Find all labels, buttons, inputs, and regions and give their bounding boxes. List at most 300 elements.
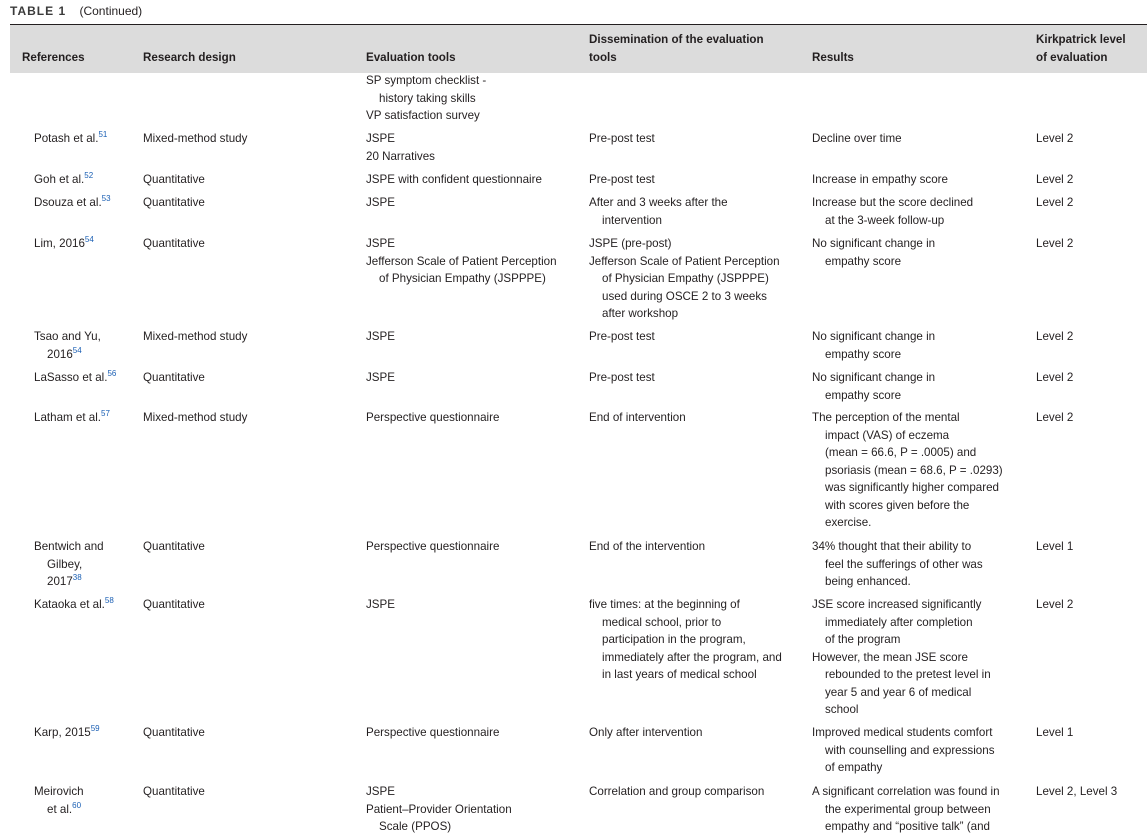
- cell-line: [589, 253, 780, 271]
- cell-line: [366, 724, 499, 742]
- cell-text: Level 2: [1036, 598, 1074, 611]
- cell-text: Quantitative: [143, 196, 205, 209]
- citation-superscript[interactable]: 56: [107, 369, 117, 379]
- cell-line: [366, 783, 512, 801]
- research-design-cell: [143, 194, 205, 212]
- kirkpatrick-level-cell: [1036, 171, 1073, 189]
- cell-line: [34, 801, 84, 819]
- cell-line: [812, 346, 935, 364]
- cell-line: [589, 538, 705, 556]
- cell-line: [589, 783, 764, 801]
- cell-line: [589, 212, 728, 230]
- cell-line: [812, 649, 991, 667]
- cell-text: five times: at the beginning of: [589, 598, 740, 611]
- cell-line: [366, 148, 435, 166]
- evaluation-tools-cell: [366, 724, 499, 742]
- cell-text: JSPE: [366, 237, 395, 250]
- cell-text: school: [825, 703, 859, 716]
- cell-text: empathy score: [825, 347, 902, 361]
- cell-text: 2017: [47, 575, 73, 588]
- cell-line: [589, 596, 782, 614]
- evaluation-tools-cell: [366, 194, 395, 212]
- kirkpatrick-level-cell: [1036, 328, 1073, 346]
- reference-cell: [34, 724, 100, 742]
- cell-line: [812, 724, 995, 742]
- cell-text: empathy and “positive talk” (and: [825, 820, 990, 833]
- cell-line: [812, 742, 995, 760]
- cell-text: participation in the program,: [602, 633, 746, 646]
- cell-line: [812, 514, 1003, 532]
- cell-text: Mixed-method study: [143, 330, 248, 343]
- cell-line: [1036, 783, 1117, 801]
- cell-line: [812, 701, 991, 719]
- cell-text: Improved medical students comfort: [812, 726, 993, 739]
- cell-text: SP symptom checklist -: [366, 74, 487, 87]
- evaluation-tools-cell: [366, 171, 542, 189]
- cell-line: [812, 538, 983, 556]
- dissemination-cell: [589, 538, 705, 556]
- cell-line: [589, 288, 780, 306]
- cell-text: Jefferson Scale of Patient Perception: [589, 254, 780, 268]
- cell-text: of the program: [825, 633, 901, 646]
- cell-text: JSPE: [366, 371, 395, 384]
- cell-line: [34, 596, 114, 614]
- cell-text: Decline over time: [812, 132, 902, 145]
- cell-line: [1036, 596, 1073, 614]
- kirkpatrick-level-cell: [1036, 235, 1073, 253]
- reference-cell: [34, 783, 84, 818]
- cell-line: [589, 235, 780, 253]
- reference-cell: [34, 369, 116, 387]
- results-cell: [812, 328, 935, 363]
- cell-text: Quantitative: [143, 173, 205, 186]
- dissemination-cell: [589, 171, 655, 189]
- cell-line: [812, 573, 983, 591]
- cell-text: End of the intervention: [589, 540, 706, 553]
- cell-text: empathy score: [825, 388, 902, 402]
- cell-text: JSPE: [366, 132, 395, 145]
- table-header: [10, 24, 1147, 73]
- citation-superscript[interactable]: 52: [84, 171, 94, 181]
- cell-text: 34% thought that their ability to: [812, 540, 972, 553]
- cell-line: [812, 444, 1003, 462]
- cell-line: [812, 614, 991, 632]
- cell-text: empathy score: [825, 254, 902, 268]
- cell-text: immediately after completion: [825, 615, 973, 629]
- cell-text: Pre-post test: [589, 173, 655, 186]
- cell-text: year 5 and year 6 of medical: [825, 685, 972, 699]
- cell-text: Potash et al.: [34, 132, 99, 145]
- results-cell: [812, 235, 935, 270]
- cell-line: [34, 130, 107, 148]
- cell-line: [143, 724, 205, 742]
- cell-text: Quantitative: [143, 785, 205, 798]
- cell-line: [589, 724, 702, 742]
- cell-line: [812, 818, 1000, 836]
- cell-text: Level 2: [1036, 196, 1074, 209]
- citation-superscript[interactable]: 53: [101, 194, 111, 204]
- dissemination-cell: [589, 724, 702, 742]
- cell-line: [143, 171, 205, 189]
- citation-superscript[interactable]: 51: [98, 130, 108, 140]
- cell-line: [812, 631, 991, 649]
- cell-line: [812, 462, 1003, 480]
- cell-line: [34, 556, 104, 574]
- reference-cell: [34, 328, 101, 363]
- cell-line: [143, 596, 205, 614]
- cell-line: [1036, 235, 1073, 253]
- cell-line: [143, 235, 205, 253]
- cell-text: the experimental group between: [825, 802, 991, 816]
- cell-text: Quantitative: [143, 598, 205, 611]
- cell-line: [589, 171, 655, 189]
- cell-text: Level 2: [1036, 132, 1074, 145]
- cell-text: with scores given before the: [825, 498, 970, 512]
- research-design-cell: [143, 596, 205, 614]
- cell-line: [143, 328, 247, 346]
- citation-superscript[interactable]: 38: [72, 573, 82, 583]
- cell-text: Pre-post test: [589, 371, 655, 384]
- cell-text: immediately after the program, and: [602, 650, 782, 664]
- cell-text: Pre-post test: [589, 330, 655, 343]
- cell-text: 2016: [47, 347, 73, 361]
- evaluation-tools-cell: [366, 130, 435, 165]
- cell-text: End of intervention: [589, 411, 686, 424]
- reference-cell: [34, 130, 107, 148]
- cell-text: Level 1: [1036, 540, 1074, 553]
- cell-text: Kataoka et al.: [34, 598, 105, 611]
- results-cell: [812, 409, 1003, 532]
- cell-text: Increase in empathy score: [812, 173, 948, 186]
- research-design-cell: [143, 783, 205, 801]
- cell-line: [34, 171, 93, 189]
- cell-line: [366, 409, 499, 427]
- header-evaluation-tools: Evaluation tools: [366, 51, 456, 64]
- cell-text: Mixed-method study: [143, 411, 248, 424]
- kirkpatrick-level-cell: [1036, 783, 1117, 801]
- research-design-cell: [143, 235, 205, 253]
- citation-superscript[interactable]: 58: [104, 596, 114, 606]
- dissemination-cell: [589, 783, 764, 801]
- dissemination-cell: [589, 409, 686, 427]
- cell-line: [589, 369, 655, 387]
- cell-line: [366, 270, 557, 288]
- cell-text: in last years of medical school: [602, 668, 757, 681]
- cell-text: et al.: [47, 802, 73, 816]
- kirkpatrick-level-cell: [1036, 369, 1073, 387]
- cell-line: [812, 130, 902, 148]
- cell-text: JSPE: [366, 598, 395, 611]
- research-design-cell: [143, 369, 205, 387]
- cell-text: Correlation and group comparison: [589, 785, 765, 798]
- kirkpatrick-level-cell: [1036, 538, 1073, 556]
- dissemination-cell: [589, 596, 782, 684]
- cell-line: [812, 479, 1003, 497]
- cell-text: feel the sufferings of other was: [825, 557, 983, 571]
- cell-line: [1036, 409, 1073, 427]
- cell-line: [812, 666, 991, 684]
- cell-line: [812, 212, 973, 230]
- cell-line: [366, 253, 557, 271]
- table-body: [0, 72, 1147, 840]
- cell-text: Perspective questionnaire: [366, 411, 500, 424]
- cell-text: Perspective questionnaire: [366, 540, 500, 553]
- reference-cell: [34, 171, 93, 189]
- cell-text: Tsao and Yu,: [34, 330, 101, 343]
- dissemination-cell: [589, 130, 655, 148]
- cell-text: JSPE with confident questionnaire: [366, 173, 542, 186]
- cell-text: Level 1: [1036, 726, 1074, 739]
- cell-line: [812, 194, 973, 212]
- cell-line: [366, 328, 395, 346]
- cell-text: Level 2: [1036, 411, 1074, 424]
- cell-text: exercise.: [825, 516, 872, 529]
- reference-cell: [34, 194, 111, 212]
- cell-line: [143, 409, 247, 427]
- citation-superscript[interactable]: 59: [90, 724, 100, 734]
- evaluation-tools-cell: [366, 72, 486, 125]
- cell-line: [34, 783, 84, 801]
- cell-line: [589, 409, 686, 427]
- cell-line: [366, 801, 512, 819]
- cell-line: [812, 253, 935, 271]
- cell-line: [1036, 130, 1073, 148]
- results-cell: [812, 783, 1000, 836]
- cell-text: No significant change in: [812, 237, 936, 250]
- cell-text: rebounded to the pretest level in: [825, 668, 991, 681]
- cell-text: 20 Narratives: [366, 149, 435, 163]
- cell-text: with counselling and expressions: [825, 743, 995, 757]
- cell-line: [366, 130, 435, 148]
- cell-line: [34, 724, 100, 742]
- cell-line: [34, 328, 101, 346]
- cell-text: Level 2: [1036, 371, 1074, 384]
- research-design-cell: [143, 409, 247, 427]
- cell-line: [1036, 328, 1073, 346]
- cell-text: No significant change in: [812, 330, 936, 343]
- cell-text: Quantitative: [143, 726, 205, 739]
- cell-text: The perception of the mental: [812, 411, 960, 424]
- reference-cell: [34, 235, 94, 253]
- cell-text: However, the mean JSE score: [812, 650, 968, 664]
- results-cell: [812, 369, 935, 404]
- cell-line: [366, 72, 486, 90]
- reference-cell: [34, 409, 110, 427]
- cell-text: intervention: [602, 213, 662, 227]
- cell-line: [589, 649, 782, 667]
- cell-text: JSPE: [366, 196, 395, 209]
- header-dissemination: Dissemination of the evaluation tools: [589, 33, 764, 64]
- cell-text: impact (VAS) of eczema: [825, 428, 950, 442]
- table-label: TABLE 1: [10, 4, 67, 18]
- cell-line: [589, 614, 782, 632]
- cell-line: [589, 305, 780, 323]
- cell-line: [812, 427, 1003, 445]
- citation-superscript[interactable]: 54: [84, 235, 94, 245]
- cell-text: JSPE (pre-post): [589, 237, 672, 250]
- cell-line: [812, 759, 995, 777]
- results-cell: [812, 724, 995, 777]
- cell-text: Meirovich: [34, 785, 84, 798]
- cell-text: Karp, 2015: [34, 726, 91, 739]
- cell-line: [812, 328, 935, 346]
- table-caption: [10, 4, 142, 18]
- research-design-cell: [143, 171, 205, 189]
- cell-text: JSPE: [366, 330, 395, 343]
- cell-text: Level 2: [1036, 330, 1074, 343]
- cell-text: Perspective questionnaire: [366, 726, 500, 739]
- cell-text: Level 2: [1036, 173, 1074, 186]
- research-design-cell: [143, 328, 247, 346]
- cell-line: [812, 497, 1003, 515]
- dissemination-cell: [589, 369, 655, 387]
- cell-line: [1036, 369, 1073, 387]
- cell-line: [812, 596, 991, 614]
- cell-line: [143, 130, 247, 148]
- cell-line: [366, 818, 512, 836]
- cell-text: JSPE: [366, 785, 395, 798]
- dissemination-cell: [589, 328, 655, 346]
- cell-text: Mixed-method study: [143, 132, 248, 145]
- evaluation-tools-cell: [366, 783, 512, 836]
- cell-text: A significant correlation was found in: [812, 785, 1000, 798]
- cell-line: [589, 328, 655, 346]
- kirkpatrick-level-cell: [1036, 194, 1073, 212]
- cell-text: Jefferson Scale of Patient Perception: [366, 254, 557, 268]
- cell-text: history taking skills: [379, 91, 476, 105]
- evaluation-tools-cell: [366, 596, 395, 614]
- reference-cell: [34, 538, 104, 591]
- cell-text: medical school, prior to: [602, 615, 722, 629]
- header-kirkpatrick-level: Kirkpatrick level of evaluation: [1036, 33, 1126, 64]
- cell-line: [366, 107, 486, 125]
- kirkpatrick-level-cell: [1036, 724, 1073, 742]
- cell-line: [1036, 724, 1073, 742]
- kirkpatrick-level-cell: [1036, 409, 1073, 427]
- citation-superscript[interactable]: 60: [72, 800, 82, 810]
- cell-text: of empathy: [825, 761, 883, 774]
- cell-text: used during OSCE 2 to 3 weeks: [602, 289, 767, 303]
- cell-line: [143, 369, 205, 387]
- cell-line: [34, 235, 94, 253]
- cell-line: [812, 171, 948, 189]
- dissemination-cell: [589, 194, 728, 229]
- cell-line: [366, 369, 395, 387]
- cell-text: Latham et al.: [34, 411, 102, 424]
- cell-line: [143, 783, 205, 801]
- cell-text: after workshop: [602, 307, 679, 320]
- cell-line: [366, 90, 486, 108]
- cell-text: Level 2, Level 3: [1036, 785, 1118, 798]
- evaluation-tools-cell: [366, 328, 395, 346]
- citation-superscript[interactable]: 54: [72, 345, 82, 355]
- cell-text: JSE score increased significantly: [812, 598, 982, 611]
- cell-text: LaSasso et al.: [34, 371, 108, 384]
- cell-line: [812, 801, 1000, 819]
- research-design-cell: [143, 538, 205, 556]
- cell-text: Patient–Provider Orientation: [366, 802, 512, 816]
- cell-text: VP satisfaction survey: [366, 109, 480, 122]
- cell-line: [1036, 538, 1073, 556]
- reference-cell: [34, 596, 114, 614]
- cell-line: [143, 194, 205, 212]
- cell-text: Level 2: [1036, 237, 1074, 250]
- cell-text: (mean = 66.6, P = .0005) and: [825, 446, 977, 459]
- cell-line: [812, 556, 983, 574]
- cell-text: Pre-post test: [589, 132, 655, 145]
- cell-text: was significantly higher compared: [825, 481, 999, 494]
- cell-text: being enhanced.: [825, 575, 911, 588]
- cell-line: [589, 270, 780, 288]
- cell-line: [812, 369, 935, 387]
- cell-text: of Physician Empathy (JSPPPE): [602, 272, 769, 285]
- dissemination-cell: [589, 235, 780, 323]
- results-cell: [812, 596, 991, 719]
- citation-superscript[interactable]: 57: [101, 409, 110, 419]
- cell-text: Lim, 2016: [34, 237, 85, 250]
- evaluation-tools-cell: [366, 235, 557, 288]
- table-continued-note: (Continued): [79, 4, 143, 18]
- cell-line: [366, 171, 542, 189]
- kirkpatrick-level-cell: [1036, 130, 1073, 148]
- evaluation-tools-cell: [366, 369, 395, 387]
- cell-text: Quantitative: [143, 237, 205, 250]
- results-cell: [812, 130, 902, 148]
- cell-line: [812, 235, 935, 253]
- cell-line: [366, 235, 557, 253]
- cell-line: [34, 573, 104, 591]
- cell-line: [812, 783, 1000, 801]
- cell-line: [589, 194, 728, 212]
- cell-text: Quantitative: [143, 371, 205, 384]
- header-references: References: [22, 51, 85, 64]
- cell-text: Only after intervention: [589, 726, 703, 739]
- cell-line: [34, 369, 116, 387]
- cell-text: of Physician Empathy (JSPPPE): [379, 272, 546, 285]
- header-results: Results: [812, 51, 854, 64]
- cell-line: [589, 631, 782, 649]
- cell-line: [34, 538, 104, 556]
- cell-text: Increase but the score declined: [812, 196, 974, 209]
- cell-line: [143, 538, 205, 556]
- cell-line: [812, 387, 935, 405]
- cell-text: No significant change in: [812, 371, 936, 384]
- research-design-cell: [143, 130, 247, 148]
- cell-line: [589, 666, 782, 684]
- cell-line: [1036, 194, 1073, 212]
- cell-line: [366, 194, 395, 212]
- cell-text: Dsouza et al.: [34, 196, 102, 209]
- cell-text: Goh et al.: [34, 173, 85, 186]
- results-cell: [812, 194, 973, 229]
- results-cell: [812, 538, 983, 591]
- cell-line: [366, 538, 499, 556]
- cell-text: After and 3 weeks after the: [589, 196, 728, 209]
- evaluation-tools-cell: [366, 538, 499, 556]
- cell-line: [812, 409, 1003, 427]
- cell-line: [812, 684, 991, 702]
- cell-line: [34, 346, 101, 364]
- cell-text: Quantitative: [143, 540, 205, 553]
- cell-text: psoriasis (mean = 68.6, P = .0293): [825, 463, 1003, 477]
- cell-text: Scale (PPOS): [379, 820, 452, 833]
- cell-line: [589, 130, 655, 148]
- cell-text: at the 3-week follow-up: [825, 213, 945, 227]
- cell-text: Bentwich and: [34, 540, 104, 553]
- kirkpatrick-level-cell: [1036, 596, 1073, 614]
- cell-line: [1036, 171, 1073, 189]
- research-design-cell: [143, 724, 205, 742]
